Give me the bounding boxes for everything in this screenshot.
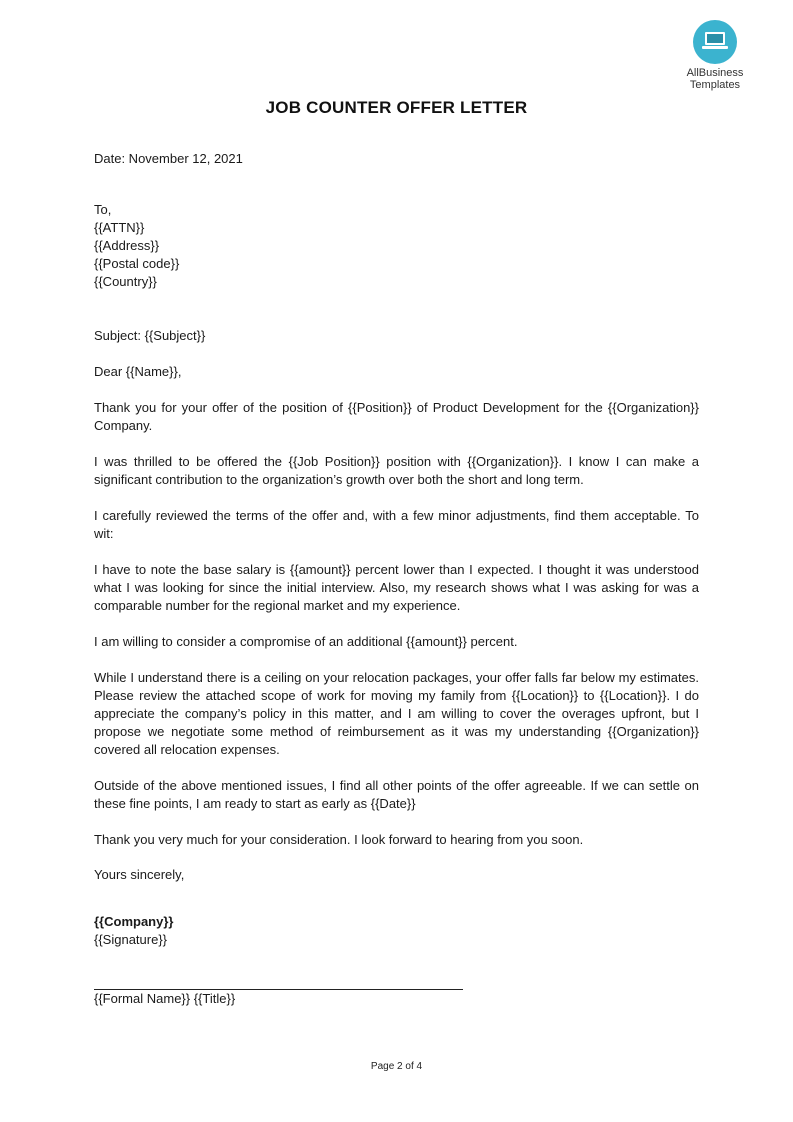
paragraph: I am willing to consider a compromise of an additional {{amount}} percent.	[94, 634, 518, 649]
paragraph: I was thrilled to be offered the {{Job Position}} position with {{Organization}}. I know I can make a significant contribution to the organization’s growth over both the short and long term.	[94, 454, 699, 487]
formal-name-title: {{Formal Name}} {{Title}}	[94, 991, 236, 1006]
logo-text	[675, 67, 755, 91]
date-line: Date: November 12, 2021	[94, 151, 243, 166]
address-country: {{Country}}	[94, 274, 157, 289]
paragraph: I carefully reviewed the terms of the offer and, with a few minor adjustments, find them acceptable. To wit:	[94, 508, 699, 541]
subject-line: Subject: {{Subject}}	[94, 328, 206, 343]
signature-company: {{Company}}	[94, 914, 174, 929]
salutation: Dear {{Name}},	[94, 364, 182, 379]
laptop-icon	[693, 20, 737, 64]
paragraph: Thank you for your offer of the position of {{Position}} of Product Development for the {{Organization}} Company.	[94, 400, 699, 433]
logo-line-2: Templates	[689, 79, 741, 91]
address-postal: {{Postal code}}	[94, 256, 180, 271]
address-to: To,	[94, 202, 112, 217]
signature-placeholder: {{Signature}}	[94, 932, 168, 947]
paragraph: While I understand there is a ceiling on your relocation packages, your offer falls far below my estimates. Please review the attached scope of work for moving my family from {{Location}} to {{Location}}. I do appreciate the company’s policy in this matter, and I am willing to cover the overages upfront, but I propose we negotiate some method of reimbursement as it was my understanding {{Organization}} covered all relocation expenses.	[94, 670, 699, 757]
page-number: Page 2 of 4	[370, 1061, 423, 1072]
logo-line-1: AllBusiness	[686, 67, 744, 79]
paragraph: Thank you very much for your consideration. I look forward to hearing from you soon.	[94, 832, 584, 847]
paragraph: Outside of the above mentioned issues, I find all other points of the offer agreeable. If we can settle on these fine points, I am ready to start as early as {{Date}}	[94, 778, 699, 811]
brand-logo	[675, 20, 755, 91]
letter-body	[94, 150, 699, 1008]
paragraph: I have to note the base salary is {{amount}} percent lower than I expected. I thought it was understood what I was looking for since the initial interview. Also, my research shows what I was asking for was a comparable number for the regional market and my experience.	[94, 562, 699, 613]
document-title: JOB COUNTER OFFER LETTER	[265, 98, 528, 117]
closing: Yours sincerely,	[94, 867, 185, 882]
address-attn: {{ATTN}}	[94, 220, 145, 235]
address-street: {{Address}}	[94, 238, 160, 253]
